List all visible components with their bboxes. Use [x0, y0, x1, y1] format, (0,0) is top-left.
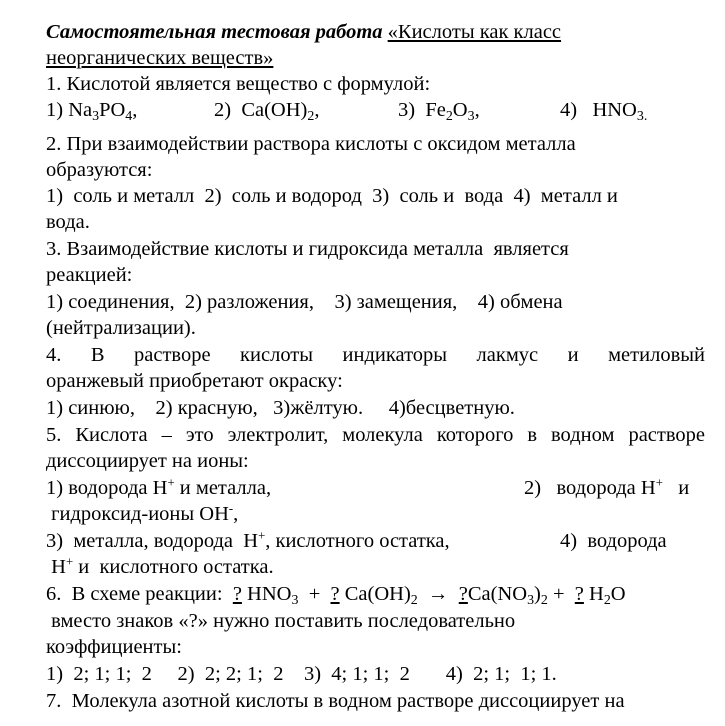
q3-line-4: (нейтрализации).: [46, 317, 196, 339]
q6-reaction: 6. В схеме реакции: ? $HNO_3$ + ? $Ca(OH)_2$ → $?Ca(NO_3)_2$ + ? $H_2O$: [46, 583, 626, 609]
q1-option-4: 4) $HNO_{3.}$: [560, 99, 648, 125]
q5-line-4: гидроксид-ионы OH-,: [46, 501, 239, 525]
q6-line-2: вместо знаков «?» нужно поставить последовательно: [46, 610, 516, 632]
coef-placeholder-3: ?: [458, 583, 468, 605]
q3-options: 1) соединения, 2) разложения, 3) замещения, 4) обмена: [46, 291, 563, 313]
coef-placeholder-1: ?: [232, 583, 242, 605]
title-line-1: [46, 19, 561, 45]
q1-option-3: 3) $Fe_2O_3$,: [398, 99, 480, 125]
q2-line-4: вода.: [46, 211, 90, 233]
q5-option-4: 4) водорода: [560, 530, 667, 552]
coef-placeholder-4: ?: [574, 583, 584, 605]
title-line-2: неорганических веществ»: [46, 47, 274, 69]
title-topic: «Кислоты как класс: [387, 21, 562, 43]
q4-line-2: оранжевый приобретают окраску:: [46, 370, 343, 392]
q1-option-1: 1) $Na_3PO_4$,: [46, 99, 138, 125]
q1-option-2: 2) $Ca(OH)_2$,: [214, 99, 320, 125]
q2-line-1: 2. При взаимодействии раствора кислоты с оксидом металла: [46, 133, 576, 155]
q5-option-3: 3) металла, водорода H+, кислотного остатка,: [46, 528, 450, 552]
q2-options: 1) соль и металл 2) соль и водород 3) соль и вода 4) металл и: [46, 185, 618, 207]
q1-text: 1. Кислотой является вещество с формулой:: [46, 73, 431, 95]
q5-line-1: 5. Кислота – это электролит, молекула которого в водном растворе: [46, 424, 705, 446]
q5-option-2: 2) водорода H+ и: [524, 475, 690, 499]
q3-line-1: 3. Взаимодействие кислоты и гидроксида металла является: [46, 238, 569, 260]
q5-line-2: диссоциирует на ионы:: [46, 450, 249, 472]
q2-line-2: образуются:: [46, 159, 153, 181]
q4-line-1: 4. В растворе кислоты индикаторы лакмус и метиловый: [46, 344, 705, 366]
q6-options: 1) 2; 1; 1; 2 2) 2; 2; 1; 2 3) 4; 1; 1; 2 4) 2; 1; 1; 1.: [46, 663, 557, 685]
q5-options-3-4: [46, 528, 706, 554]
q5-option-1: 1) водорода H+ и металла,: [46, 475, 272, 499]
q6-line-3: коэффициенты:: [46, 636, 182, 658]
q1-options: [46, 97, 706, 123]
title-bold: Самостоятельная тестовая работа: [46, 21, 383, 43]
q5-options-1-2: [46, 475, 706, 501]
q7-line-1: 7. Молекула азотной кислоты в водном растворе диссоциирует на: [46, 690, 625, 712]
q4-options: 1) синюю, 2) красную, 3)жёлтую. 4)бесцветную.: [46, 397, 515, 419]
q3-line-2: реакцией:: [46, 264, 133, 286]
coef-placeholder-2: ?: [330, 583, 340, 605]
q5-line-6: H+ и кислотного остатка.: [46, 554, 274, 578]
